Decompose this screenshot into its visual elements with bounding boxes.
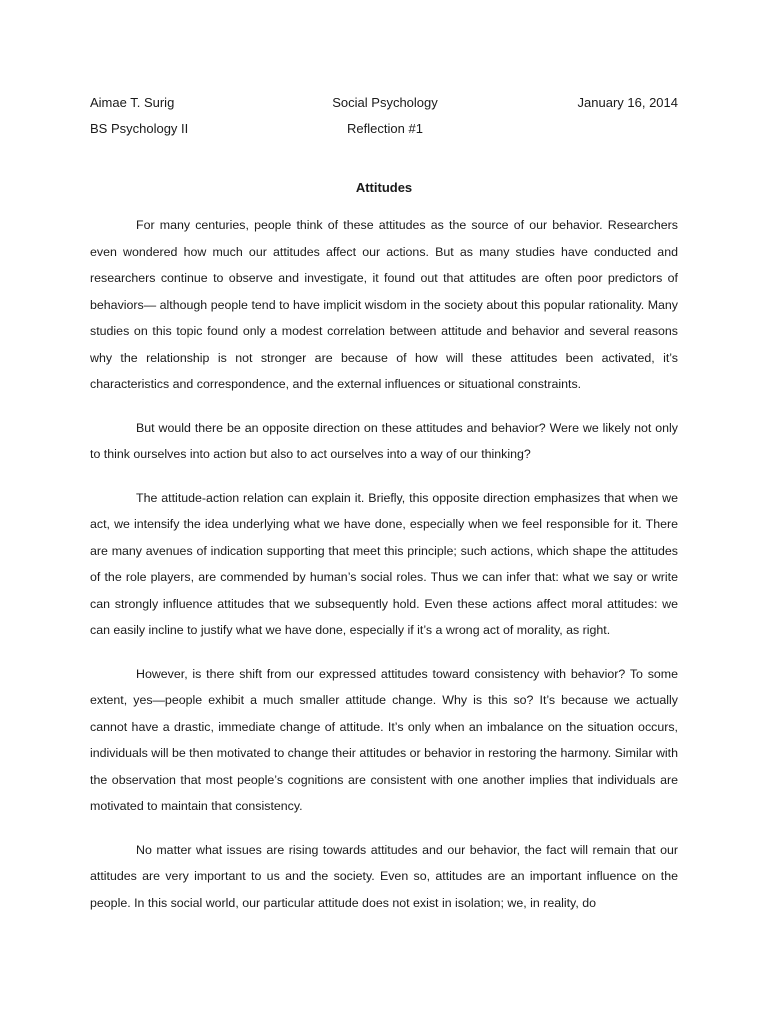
header-row-1 <box>90 90 678 116</box>
program-name: BS Psychology II <box>90 121 189 136</box>
paragraph-1: For many centuries, people think of these attitudes as the source of our behavior. Researchers even wondered how much our attitudes affect our actions. But as many studies have conducted and researchers continue to observe and investigate, it found out that attitudes are often poor predictors of behaviors— although people tend to have implicit wisdom in the society about this popular rationality. Many studies on this topic found only a modest correlation between attitude and behavior and several reasons why the relationship is not stronger are because of how will these attitudes been activated, it’s characteristics and correspondence, and the external influences or situational constraints. <box>90 218 678 391</box>
assignment-label: Reflection #1 <box>347 121 423 136</box>
document-title: Attitudes <box>355 180 413 195</box>
author-name: Aimae T. Surig <box>90 95 175 110</box>
header-row-2 <box>90 116 678 142</box>
paragraph-5: No matter what issues are rising towards attitudes and our behavior, the fact will remain that our attitudes are very important to us and the society. Even so, attitudes are an important influence on the people. In this social world, our particular attitude does not exist in isolation; we, in reality, do <box>90 842 678 910</box>
document-date: January 16, 2014 <box>577 95 678 110</box>
paragraph-2: But would there be an opposite direction on these attitudes and behavior? Were we likely not only to think ourselves into action but also to act ourselves into a way of our thinking? <box>90 420 678 461</box>
document-header <box>90 90 678 142</box>
document-body <box>90 212 678 933</box>
paragraph-4: However, is there shift from our expressed attitudes toward consistency with behavior? To some extent, yes—people exhibit a much smaller attitude change. Why is this so? It’s because we actually cannot have a drastic, immediate change of attitude. It’s only when an imbalance on the situation occurs, individuals will be then motivated to change their attitudes or behavior in restoring the harmony. Similar with the observation that most people’s cognitions are consistent with one another implies that individuals are motivated to maintain that consistency. <box>90 666 678 813</box>
course-name: Social Psychology <box>332 95 438 110</box>
paragraph-3: The attitude-action relation can explain it. Briefly, this opposite direction emphasizes that when we act, we intensify the idea underlying what we have done, especially when we feel responsible for it. There are many avenues of indication supporting that meet this principle; such actions, which shape the attitudes of the role players, are commended by human’s social roles. Thus we can infer that: what we say or write can strongly influence attitudes that we subsequently hold. Even these actions affect moral attitudes: we can easily incline to justify what we have done, especially if it’s a wrong act of morality, as right. <box>90 490 678 637</box>
